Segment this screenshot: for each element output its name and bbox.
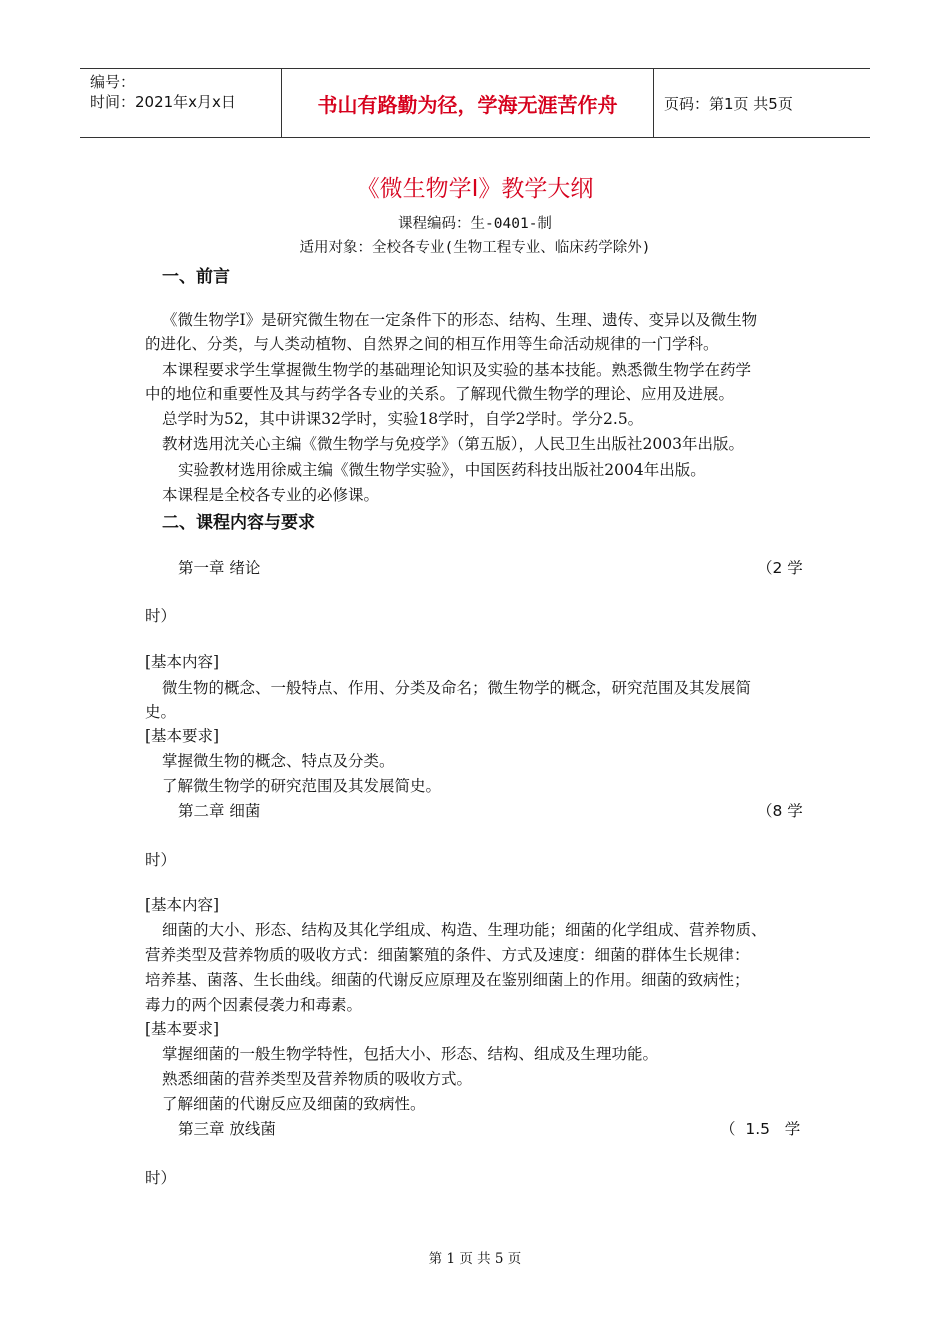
chapter2-content-b: 营养类型及营养物质的吸收方式：细菌繁殖的条件、方式及速度：细菌的群体生长规律： <box>145 946 750 964</box>
chapter2-hours-a: （8 学 <box>757 802 803 820</box>
chapter2-req3: 了解细菌的代谢反应及细菌的致病性。 <box>162 1095 426 1113</box>
number-label: 编号： <box>90 73 136 91</box>
chapter2-content-d: 毒力的两个因素侵袭力和毒素。 <box>145 996 363 1014</box>
time-label: 时间：2021年x月x日 <box>90 93 236 111</box>
chapter1-req-label: [基本要求] <box>145 727 220 745</box>
preface-heading: 一、前言 <box>162 267 230 287</box>
chapter2-content-label: [基本内容] <box>145 896 220 914</box>
content-heading: 二、课程内容与要求 <box>162 513 315 533</box>
document-title: 《微生物学Ⅰ》教学大纲 <box>356 176 594 202</box>
chapter1-hours-b: 时） <box>145 607 177 625</box>
chapter1-title: 第一章 绪论 <box>178 559 261 577</box>
preface-p1b: 的进化、分类，与人类动植物、自然界之间的相互作用等生命活动规律的一门学科。 <box>145 335 719 353</box>
preface-p2b: 中的地位和重要性及其与药学各专业的关系。了解现代微生物学的理论、应用及进展。 <box>145 385 735 403</box>
chapter1-content-b: 史。 <box>145 703 177 721</box>
chapter3-title: 第三章 放线菌 <box>178 1120 276 1138</box>
preface-p2a: 本课程要求学生掌握微生物学的基础理论知识及实验的基本技能。熟悉微生物学在药学 <box>162 361 752 379</box>
chapter3-hours-a: （ 1.5 学 <box>720 1120 801 1138</box>
page-footer: 第 1 页 共 5 页 <box>428 1251 522 1267</box>
chapter2-req2: 熟悉细菌的营养类型及营养物质的吸收方式。 <box>162 1070 473 1088</box>
audience: 适用对象：全校各专业(生物工程专业、临床药学除外) <box>299 240 651 256</box>
chapter2-content-c: 培养基、菌落、生长曲线。细菌的代谢反应原理及在鉴别细菌上的作用。细菌的致病性； <box>145 971 750 989</box>
chapter2-title: 第二章 细菌 <box>178 802 261 820</box>
chapter1-hours-a: （2 学 <box>757 559 803 577</box>
chapter1-content-a: 微生物的概念、一般特点、作用、分类及命名；微生物学的概念，研究范围及其发展简 <box>162 679 752 697</box>
chapter3-hours-b: 时） <box>145 1169 177 1187</box>
page-label: 页码：第1页 共5页 <box>664 94 793 113</box>
chapter1-req2: 了解微生物学的研究范围及其发展简史。 <box>162 777 442 795</box>
course-code: 课程编码：生-0401-制 <box>398 216 552 232</box>
chapter1-req1: 掌握微生物的概念、特点及分类。 <box>162 752 395 770</box>
chapter1-content-label: [基本内容] <box>145 653 220 671</box>
chapter2-hours-b: 时） <box>145 851 177 869</box>
preface-p1a: 《微生物学Ⅰ》是研究微生物在一定条件下的形态、结构、生理、遗传、变异以及微生物 <box>162 311 758 329</box>
preface-p6: 本课程是全校各专业的必修课。 <box>162 486 380 504</box>
chapter2-content-a: 细菌的大小、形态、结构及其化学组成、构造、生理功能；细菌的化学组成、营养物质、 <box>162 921 767 939</box>
preface-p4: 教材选用沈关心主编《微生物学与免疫学》（第五版），人民卫生出版社2003年出版。 <box>162 435 744 453</box>
preface-p3: 总学时为52，其中讲课32学时，实验18学时，自学2学时。学分2.5。 <box>162 410 644 428</box>
header-table <box>80 68 870 138</box>
motto: 书山有路勤为径，学海无涯苦作舟 <box>282 69 654 137</box>
preface-p5: 实验教材选用徐威主编《微生物学实验》，中国医药科技出版社2004年出版。 <box>178 461 706 479</box>
chapter2-req1: 掌握细菌的一般生物学特性，包括大小、形态、结构、组成及生理功能。 <box>162 1045 659 1063</box>
header-left-cell <box>80 69 282 137</box>
chapter2-req-label: [基本要求] <box>145 1020 220 1038</box>
